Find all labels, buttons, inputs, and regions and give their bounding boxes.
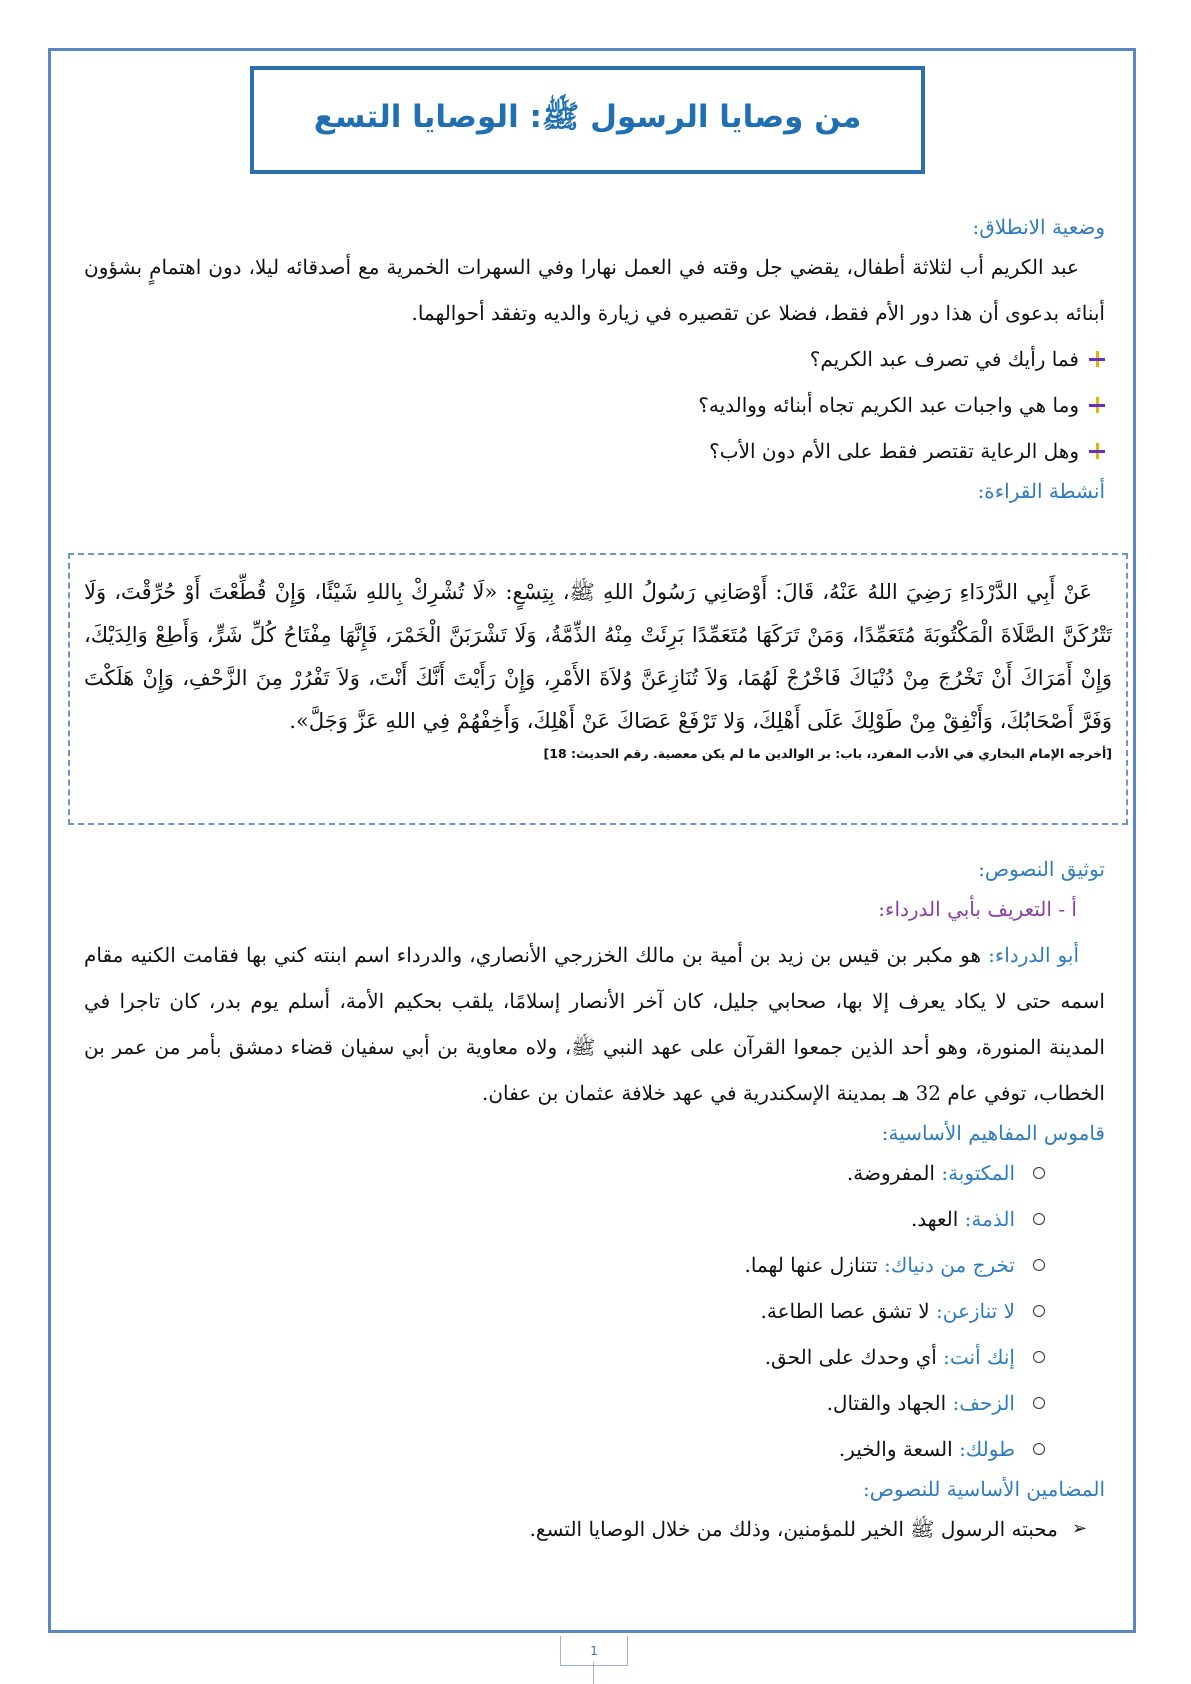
- starting-text: عبد الكريم أب لثلاثة أطفال، يقضي جل وقته في العمل نهارا وفي السهرات الخمرية مع أصدقائه ليلا، دون اهتمامٍ بشؤون أبنائه بدعوى أن هذا دور الأم فقط، فضلا عن تقصيره في زيارة والديه وتفقد أحوالهما.: [84, 255, 1105, 325]
- glossary-item: [84, 1150, 1045, 1196]
- glossary-meaning: العهد.: [910, 1207, 965, 1231]
- glossary-meaning: السعة والخير.: [838, 1437, 960, 1461]
- page-number: 1: [590, 1643, 598, 1658]
- cross-bullet-icon: [1089, 397, 1105, 413]
- circle-bullet-icon: [1033, 1443, 1045, 1455]
- arrow-bullet-icon: ➢: [1071, 1518, 1087, 1539]
- question-item: [84, 382, 1105, 428]
- hadith-source: [أخرجه الإمام البخاري في الأدب المفرد، باب: بر الوالدين ما لم يكن معصية. رقم الحديث: 18]: [543, 746, 1112, 761]
- glossary-item: [84, 1334, 1045, 1380]
- page-number-box: [560, 1636, 628, 1666]
- glossary-heading: قاموس المفاهيم الأساسية:: [881, 1121, 1105, 1145]
- question-text: وما هي واجبات عبد الكريم تجاه أبنائه ووالديه؟: [698, 393, 1079, 417]
- glossary-term: المكتوبة:: [941, 1161, 1015, 1185]
- theme-item: [84, 1506, 1105, 1552]
- glossary-meaning: الجهاد والقتال.: [826, 1391, 953, 1415]
- bio-text: هو مكبر بن قيس بن زيد بن أمية بن مالك الخزرجي الأنصاري، والدرداء اسم ابنته كني بها فقامت الكنيه مقام اسمه حتى لا يكاد يعرف إلا بها، صحابي جليل، كان آخر الأنصار إسلامًا، يلقب بحكيم الأمة، أسلم يوم بدر، كان تاجرا في المدينة المنورة، وهو أحد الذين جمعوا القرآن على عهد النبي ﷺ، ولاه معاوية بن أبي سفيان قضاء دمشق بأمر من عمر بن الخطاب، توفي عام 32 هـ بمدينة الإسكندرية في عهد خلافة عثمان بن عفان.: [84, 943, 1105, 1105]
- question-text: وهل الرعاية تقتصر فقط على الأم دون الأب؟: [709, 439, 1079, 463]
- cross-bullet-icon: [1089, 443, 1105, 459]
- page-number-line: [593, 1662, 594, 1684]
- bio-sub-heading: أ - التعريف بأبي الدرداء:: [878, 897, 1077, 921]
- glossary-meaning: المفروضة.: [846, 1161, 942, 1185]
- glossary-item: [84, 1380, 1045, 1426]
- circle-bullet-icon: [1033, 1213, 1045, 1225]
- glossary-term: تخرج من دنياك:: [884, 1253, 1015, 1277]
- documentation-section: [84, 852, 1105, 1552]
- circle-bullet-icon: [1033, 1305, 1045, 1317]
- glossary-item: [84, 1242, 1045, 1288]
- cross-bullet-icon: [1089, 351, 1105, 367]
- themes-heading: المضامين الأساسية للنصوص:: [862, 1477, 1105, 1501]
- theme-text: محبته الرسول ﷺ الخير للمؤمنين، وذلك من خلال الوصايا التسع.: [529, 1517, 1058, 1541]
- glossary-term: إنك أنت:: [943, 1345, 1015, 1369]
- glossary-meaning: لا تشق عصا الطاعة.: [760, 1299, 936, 1323]
- starting-section: [84, 210, 1105, 508]
- glossary-meaning: أي وحدك على الحق.: [764, 1345, 944, 1369]
- question-item: [84, 336, 1105, 382]
- hadith-box: [68, 553, 1128, 825]
- glossary-term: الزحف:: [952, 1391, 1015, 1415]
- glossary-term: طولك:: [959, 1437, 1015, 1461]
- starting-heading: وضعية الانطلاق:: [972, 215, 1105, 239]
- circle-bullet-icon: [1033, 1259, 1045, 1271]
- bio-paragraph: [84, 932, 1105, 1116]
- circle-bullet-icon: [1033, 1351, 1045, 1363]
- glossary-item: [84, 1196, 1045, 1242]
- glossary-list: [84, 1150, 1105, 1472]
- glossary-meaning: تتنازل عنها لهما.: [744, 1253, 885, 1277]
- glossary-term: لا تنازعن:: [935, 1299, 1015, 1323]
- circle-bullet-icon: [1033, 1167, 1045, 1179]
- question-item: [84, 428, 1105, 474]
- title-box: [250, 66, 925, 174]
- bio-term: أبو الدرداء:: [988, 943, 1079, 967]
- page-title: من وصايا الرسول ﷺ: الوصايا التسع: [313, 98, 862, 135]
- hadith-text: عَنْ أَبِي الدَّرْدَاءِ رَضِيَ اللهُ عَنْهُ، قَالَ: أَوْصَانِي رَسُولُ اللهِ ﷺ، بِتِسْعٍ: «لَا تُشْرِكْ بِاللهِ شَيْئًا، وَإِنْ قُطِّعْتَ أَوْ حُرِّقْتَ، وَلَا تَتْرُكَنَّ الصَّلَاةَ الْمَكْتُوبَةَ مُتَعَمِّدًا، وَمَنْ تَرَكَهَا مُتَعَمِّدًا بَرِئَتْ مِنْهُ الذِّمَّةُ، وَلَا تَشْرَبَنَّ الْخَمْرَ، فَإِنَّهَا مِفْتَاحُ كُلِّ شَرٍّ، وَأَطِعْ وَالِدَيْكَ، وَإِنْ أَمَرَاكَ أَنْ تَخْرُجَ مِنْ دُنْيَاكَ فَاخْرُجْ لَهُمَا، وَلاَ تُنَازِعَنَّ وُلاَةَ الأَمْرِ، وَإِنْ رَأَيْتَ أَنَّكَ أَنْتَ، وَلاَ تَفْرُرْ مِنَ الزَّحْفِ، وَإِنْ هَلَكْتَ وَفَرَّ أَصْحَابُكَ، وَأَنْفِقْ مِنْ طَوْلِكَ عَلَى أَهْلِكَ، وَلا تَرْفَعْ عَصَاكَ عَنْ أَهْلِكَ، وَأَخِفْهُمْ فِي اللهِ عَزَّ وَجَلَّ».: [84, 580, 1112, 733]
- reading-heading: أنشطة القراءة:: [977, 479, 1105, 503]
- documentation-heading: توثيق النصوص:: [978, 857, 1105, 881]
- glossary-item: [84, 1288, 1045, 1334]
- question-text: فما رأيك في تصرف عبد الكريم؟: [809, 347, 1079, 371]
- glossary-term: الذمة:: [964, 1207, 1015, 1231]
- glossary-item: [84, 1426, 1045, 1472]
- circle-bullet-icon: [1033, 1397, 1045, 1409]
- question-list: [84, 336, 1105, 474]
